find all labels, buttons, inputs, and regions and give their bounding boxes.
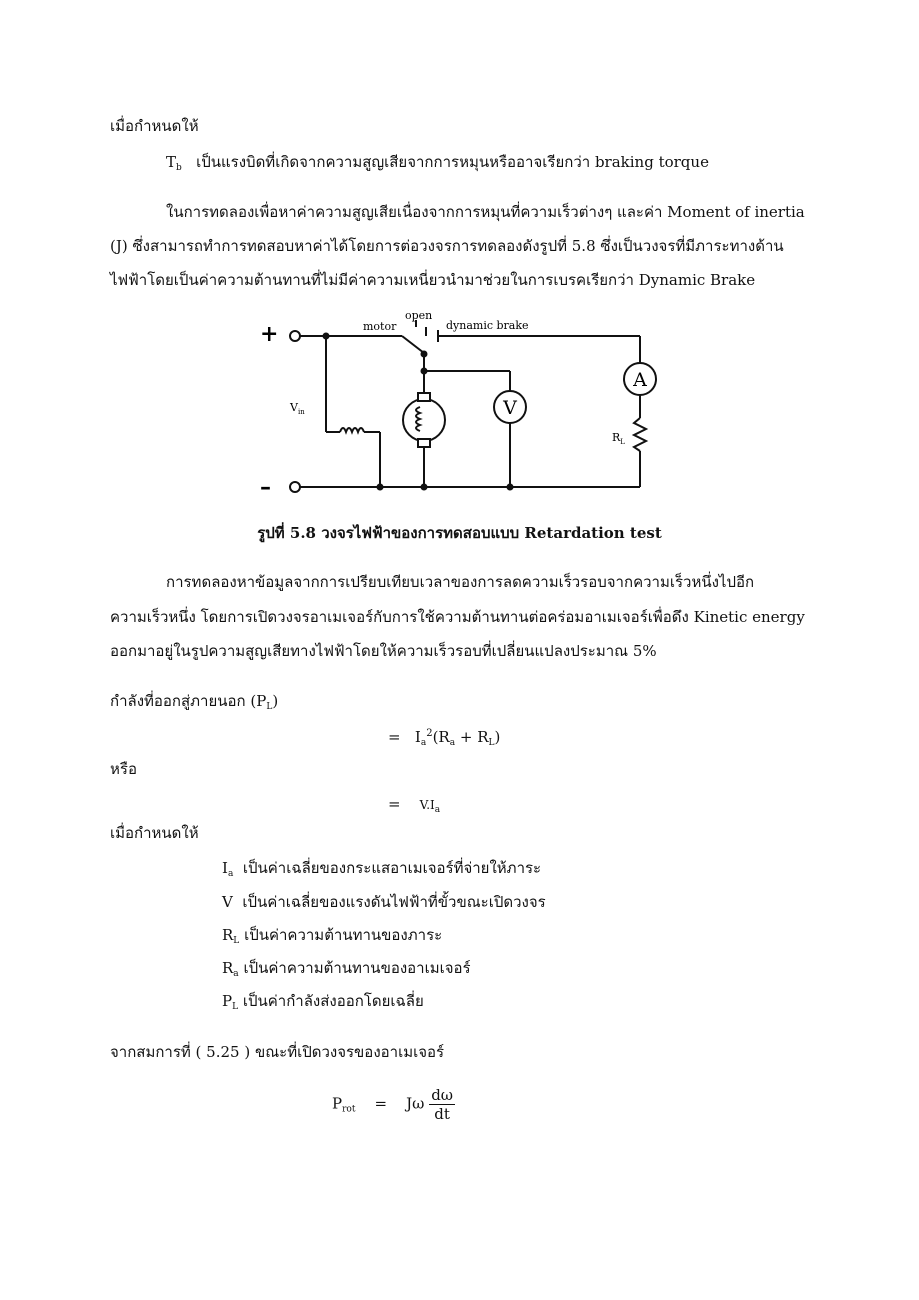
def-ra-desc: เป็นค่าความต้านทานของอาเมเจอร์ — [243, 959, 471, 977]
eq1-i-sub: a — [420, 738, 427, 748]
equation-2 — [388, 794, 440, 820]
when-label-2: เมื่อกำหนดให้ — [110, 824, 199, 842]
def-ra-sub: a — [233, 969, 239, 979]
output-power-text: กำลังที่ออกสู่ภายนอก (P — [110, 692, 267, 710]
motor-label: motor — [363, 320, 397, 333]
ammeter-label: A — [633, 369, 647, 391]
def-ia-desc: เป็นค่าเฉลี่ยของกระแสอาเมเจอร์ที่จ่ายให้ภาระ — [242, 859, 542, 877]
voltmeter-label: V — [503, 397, 517, 419]
equation-1 — [388, 724, 500, 753]
output-power-label: กำลังที่ออกสู่ภายนอก $(P_L)$ — [110, 692, 279, 712]
eq3-p-sub: rot — [342, 1104, 356, 1115]
when-label: เมื่อกำหนดให้ — [110, 117, 199, 135]
plus-label: + — [260, 321, 279, 347]
eq3-jw: Jω — [406, 1094, 425, 1113]
eq2-equals: = — [388, 795, 401, 813]
equation-3 — [332, 1086, 455, 1123]
eq2-i-sub: a — [434, 805, 441, 815]
dynamic-brake-label: dynamic brake — [446, 319, 529, 332]
def-rl-symbol: R — [222, 926, 234, 944]
para2-line2: ความเร็วหนึ่ง โดยการเปิดวงจรอาเมเจอร์กับการใช้ความต้านทานต่อคร่อมอาเมเจอร์เพื่อดึง Kinetic energy — [110, 608, 805, 626]
from-equation-text: จากสมการที่ ( 5.25 ) ขณะที่เปิดวงจรของอาเมเจอร์ — [110, 1043, 445, 1061]
def-ia-symbol: I — [222, 859, 228, 877]
eq1-rl-sub: L — [488, 738, 495, 748]
def-pl — [222, 991, 424, 1017]
rl-symbol: R — [612, 431, 621, 444]
eq3-equals: = — [374, 1094, 388, 1113]
def-ia — [222, 858, 541, 884]
eq1-open: (R — [432, 728, 450, 746]
vin-symbol: V — [290, 401, 298, 414]
armature — [403, 399, 445, 441]
def-rl-sub: L — [233, 936, 240, 946]
def-v — [222, 892, 546, 912]
eq1-equals: = — [388, 728, 401, 746]
def-pl-sub: L — [232, 1002, 239, 1012]
def-rl-desc: เป็นค่าความต้านทานของภาระ — [244, 926, 443, 944]
output-power-subscript: L — [266, 702, 273, 712]
rl-label — [612, 431, 625, 446]
eq1-i: I — [414, 728, 421, 746]
open-label: open — [405, 309, 433, 322]
tb-subscript: b — [176, 163, 182, 173]
vin-subscript: in — [297, 408, 305, 416]
or-label: หรือ — [110, 760, 137, 778]
para2-line1: การทดลองหาข้อมูลจากการเปรียบเทียบเวลาของการลดความเร็วรอบจากความเร็วหนึ่งไปอีก — [166, 573, 755, 591]
def-pl-desc: เป็นค่ากำลังส่งออกโดยเฉลี่ย — [242, 992, 424, 1010]
def-pl-symbol: P — [222, 992, 233, 1010]
eq1-close: ) — [494, 728, 501, 746]
eq1-square: 2 — [426, 728, 433, 739]
tb-definition — [166, 152, 709, 178]
para1-line3: ไฟฟ้าโดยเป็นค่าความต้านทานที่ไม่มีค่าความเหนี่ยวนำมาช่วยในการเบรคเรียกว่า Dynamic Brake — [110, 271, 756, 289]
tb-symbol: T — [166, 153, 177, 171]
circuit-diagram — [250, 305, 670, 505]
eq3-denominator: dt — [434, 1105, 450, 1123]
para2-line3: ออกมาอยู่ในรูปความสูญเสียทางไฟฟ้าโดยให้ความเร็วรอบที่เปลี่ยนแปลงประมาณ 5% — [110, 642, 657, 660]
plus-terminal — [290, 331, 300, 341]
def-ra-symbol: R — [222, 959, 234, 977]
tb-description: เป็นแรงบิดที่เกิดจากความสูญเสียจากการหมุนหรืออาจเรียกว่า braking torque — [196, 153, 709, 171]
para1-line2: (J) ซึ่งสามารถทำการทดสอบหาค่าได้โดยการต่อวงจรการทดลองดังรูปที่ 5.8 ซึ่งเป็นวงจรที่มีภาระทางด้าน — [110, 237, 784, 255]
def-rl — [222, 925, 442, 951]
rl-subscript: L — [620, 438, 625, 446]
vin-label — [289, 401, 305, 416]
figure-caption: รูปที่ 5.8 วงจรไฟฟ้าของการทดสอบแบบ Retardation test — [257, 524, 662, 542]
eq1-plus-r: + R — [459, 728, 489, 746]
eq1-ra-sub: a — [449, 738, 456, 748]
para1-line1: ในการทดลองเพื่อหาค่าความสูญเสียเนื่องจากการหมุนที่ความเร็วต่างๆ และค่า Moment of inertia — [166, 203, 805, 221]
eq3-numerator: dω — [431, 1086, 454, 1104]
minus-terminal — [290, 482, 300, 492]
def-v-desc: เป็นค่าเฉลี่ยของแรงดันไฟฟ้าที่ขั้วขณะเปิดวงจร — [242, 893, 546, 911]
def-v-symbol: V — [222, 893, 233, 911]
eq2-vi: V.I — [419, 798, 435, 812]
eq3-fraction — [429, 1086, 455, 1123]
eq3-p: P — [332, 1094, 343, 1113]
minus-label: – — [260, 474, 271, 500]
def-ra — [222, 958, 471, 984]
def-ia-sub: a — [227, 869, 234, 879]
